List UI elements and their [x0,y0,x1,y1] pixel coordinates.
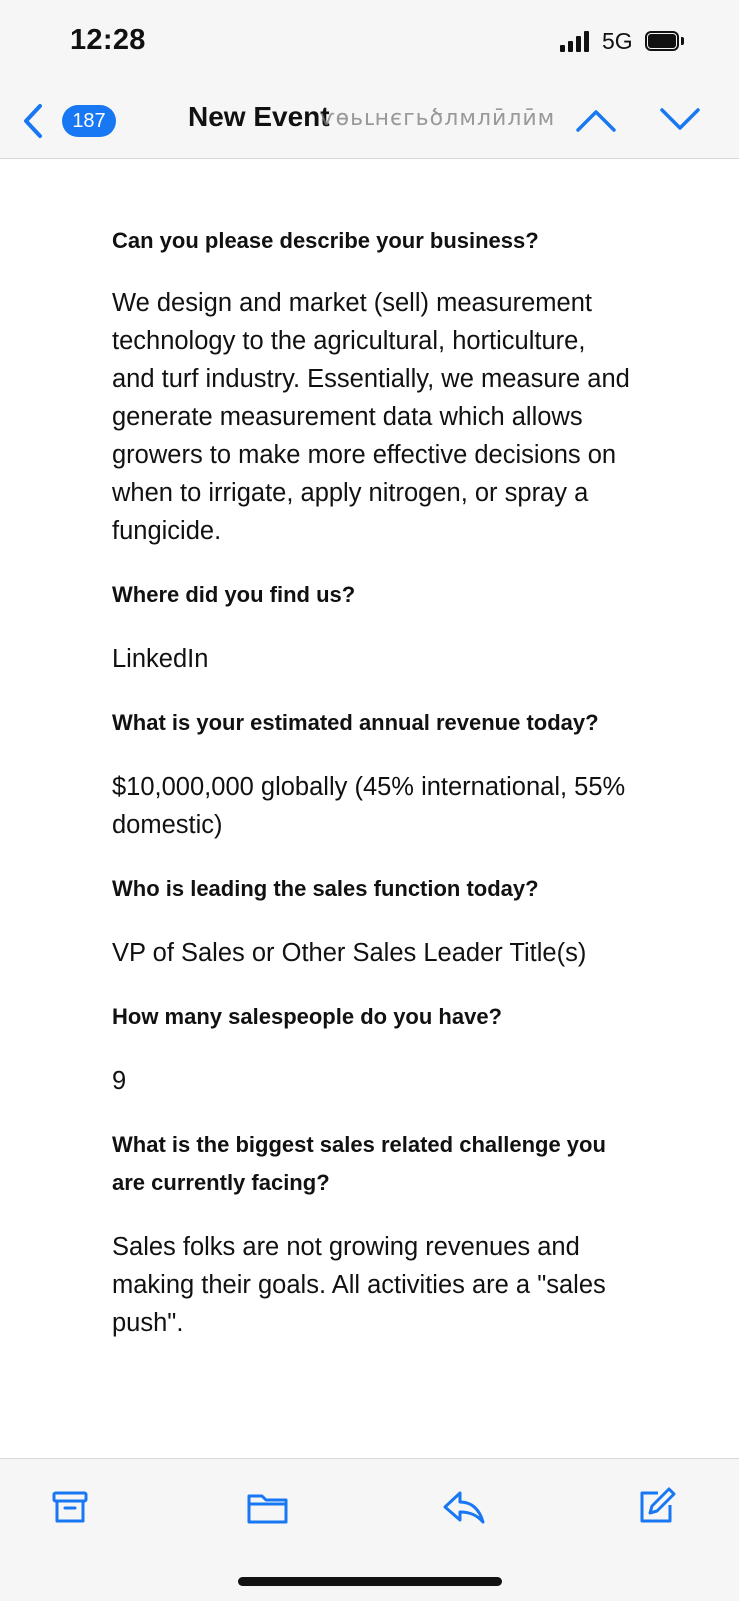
answer-text: VP of Sales or Other Sales Leader Title(s) [112,939,587,967]
move-to-folder-button[interactable] [246,1487,290,1531]
question-text: What is your estimated annual revenue today? [112,710,599,735]
question-text: What is the biggest sales related challenge you are currently facing? [112,1132,606,1195]
chevron-up-icon [574,102,618,138]
archive-icon [50,1487,90,1527]
message-subject-title: New Event [188,101,330,132]
message-subject-overlay-text: ѵөьւнєгьծлмлӣлӣм [320,106,556,131]
chevron-left-icon [22,103,44,139]
mail-nav-bar [0,84,739,159]
battery-icon [645,31,685,51]
status-bar [0,0,739,84]
cellular-signal-icon [560,30,590,52]
question-text: Can you please describe your business? [112,228,539,253]
message-body [112,158,632,1342]
chevron-down-icon [658,102,702,138]
folder-icon [246,1487,290,1527]
answer-text: We design and market (sell) measurement technology to the agricultural, horticulture, and turf industry. Essentially, we measure and generate measurement data which allows growers to make more effective decisions on when to irrigate, apply nitrogen, or spray a fungicide. [112,289,630,545]
archive-button[interactable] [50,1487,94,1531]
back-button[interactable] [18,99,118,143]
reply-icon [442,1487,486,1527]
previous-message-button[interactable] [574,102,618,138]
network-type: 5G [602,28,633,54]
next-message-button[interactable] [658,102,702,138]
status-time: 12:28 [70,24,146,56]
question-text: Who is leading the sales function today? [112,876,539,901]
answer-text: 9 [112,1067,127,1095]
answer-text: $10,000,000 globally (45% international, 55% domestic) [112,773,626,839]
answer-text: LinkedIn [112,645,209,673]
answer-text: Sales folks are not growing revenues and making their goals. All activities are a "sales push". [112,1233,606,1337]
compose-icon [636,1487,676,1527]
reply-button[interactable] [442,1487,486,1531]
unread-count-badge: 187 [62,105,116,137]
home-indicator[interactable] [238,1577,502,1586]
question-text: How many salespeople do you have? [112,1004,502,1029]
compose-button[interactable] [636,1487,680,1531]
question-text: Where did you find us? [112,582,356,607]
